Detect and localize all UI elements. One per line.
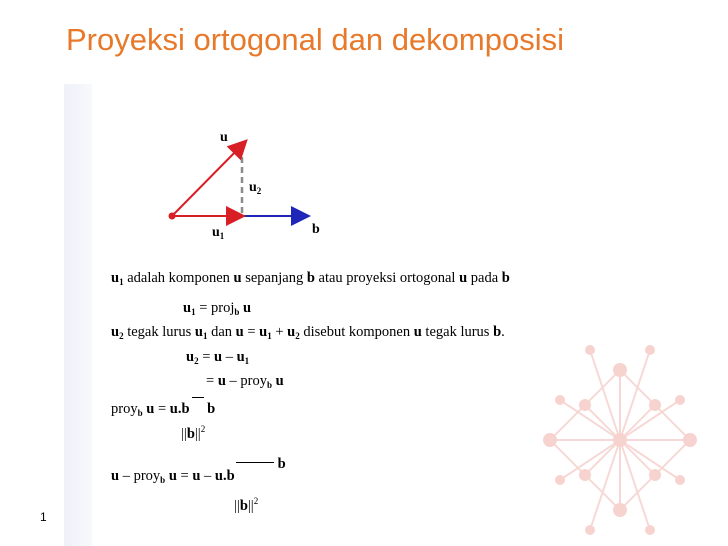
decorative-lattice bbox=[530, 330, 720, 540]
origin-dot bbox=[169, 213, 176, 220]
label-u2: $u_2$ bbox=[249, 180, 262, 196]
line-u2-equation: $u_2 = u - u_1$ bbox=[186, 349, 250, 366]
label-u1: $u_1$ bbox=[212, 225, 225, 241]
line-u1-equation: $u_1$ = proj$_b$ u bbox=[183, 300, 252, 317]
sidebar-band bbox=[64, 84, 92, 546]
line-proj-denominator: $||b||^2$ bbox=[181, 424, 206, 442]
label-b: b bbox=[312, 222, 320, 237]
slide-number: 1 bbox=[40, 510, 47, 524]
line-decomposition: u – proy$_b$ u = u – u.b bbox=[111, 468, 235, 485]
label-u: u bbox=[220, 130, 228, 145]
vector-u-arrow bbox=[172, 142, 245, 216]
line-definition-u1: $u_1$ adalah komponen u sepanjang b atau proyeksi ortogonal u pada b bbox=[111, 270, 510, 287]
line-definition-u2: $u_2$ tegak lurus $u_1$ dan $u = u_1 + u_2$ disebut komponen u tegak lurus b. bbox=[111, 324, 505, 341]
line-decomposition-denominator: $||b||^2$ bbox=[234, 496, 259, 514]
line-u2-expanded: = u – proy$_b$ u bbox=[206, 373, 284, 390]
slide-title: Proyeksi ortogonal dan dekomposisi bbox=[66, 22, 564, 57]
line-proj-formula: proy$_b$ u = u.b b bbox=[111, 397, 215, 418]
line-b-marker: b bbox=[236, 456, 286, 473]
